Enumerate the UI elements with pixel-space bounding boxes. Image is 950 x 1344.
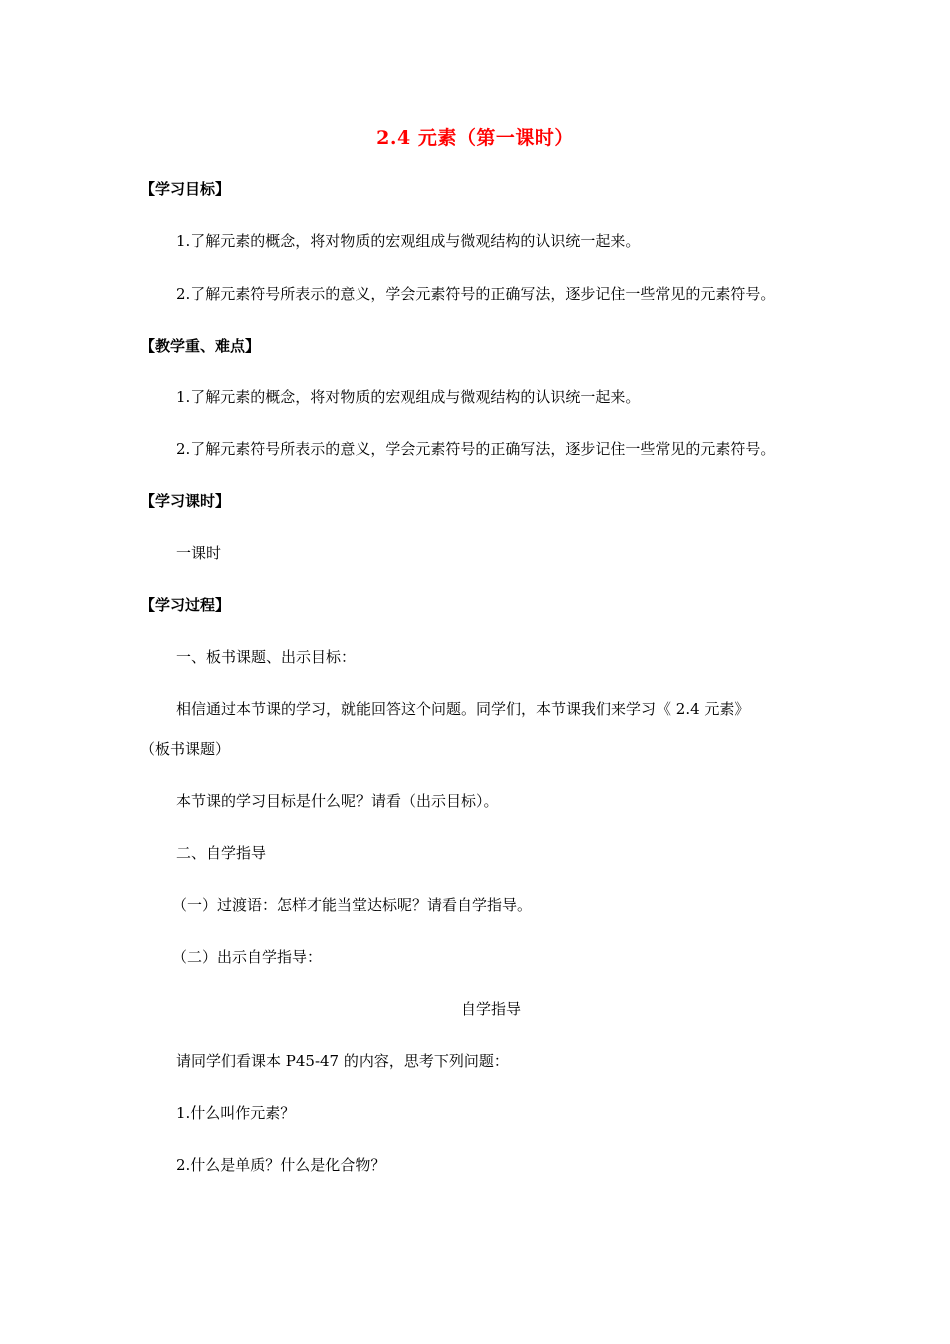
objectives-heading: 【学习目标】: [140, 180, 231, 198]
guide-question-2: 2.什么是单质？什么是化合物？: [176, 1156, 386, 1174]
guide-question-1: 1.什么叫作元素？: [176, 1104, 296, 1122]
process-step-1: 一、板书课题、出示目标：: [176, 648, 357, 666]
page-title: 2.4 元素（第一课时）: [376, 127, 574, 149]
objective-item-1: 1.了解元素的概念，将对物质的宏观组成与微观结构的认识统一起来。: [176, 232, 641, 250]
guide-intro: 请同学们看课本 P45-47 的内容，思考下列问题：: [176, 1052, 509, 1070]
keypoints-heading: 【教学重、难点】: [140, 337, 261, 355]
process-heading: 【学习过程】: [140, 596, 231, 614]
process-step-1-text-line-1: 相信通过本节课的学习，就能回答这个问题。同学们，本节课我们来学习《 2.4 元素》: [176, 700, 750, 718]
hours-heading: 【学习课时】: [140, 492, 231, 510]
keypoint-item-2: 2.了解元素符号所表示的意义，学会元素符号的正确写法，逐步记住一些常见的元素符号。: [176, 440, 776, 458]
keypoint-item-1: 1.了解元素的概念，将对物质的宏观组成与微观结构的认识统一起来。: [176, 388, 641, 406]
process-step-2-sub-1: （一）过渡语：怎样才能当堂达标呢？请看自学指导。: [172, 896, 533, 914]
process-step-1-text-line-2: （板书课题）: [140, 740, 231, 758]
process-step-1-question: 本节课的学习目标是什么呢？请看（出示目标）。: [176, 792, 499, 810]
guide-title: 自学指导: [460, 1000, 521, 1018]
process-step-2-sub-2: （二）出示自学指导：: [172, 948, 323, 966]
hours-text: 一课时: [176, 544, 222, 562]
objective-item-2: 2.了解元素符号所表示的意义，学会元素符号的正确写法，逐步记住一些常见的元素符号。: [176, 285, 776, 303]
process-step-2: 二、自学指导: [176, 844, 267, 862]
